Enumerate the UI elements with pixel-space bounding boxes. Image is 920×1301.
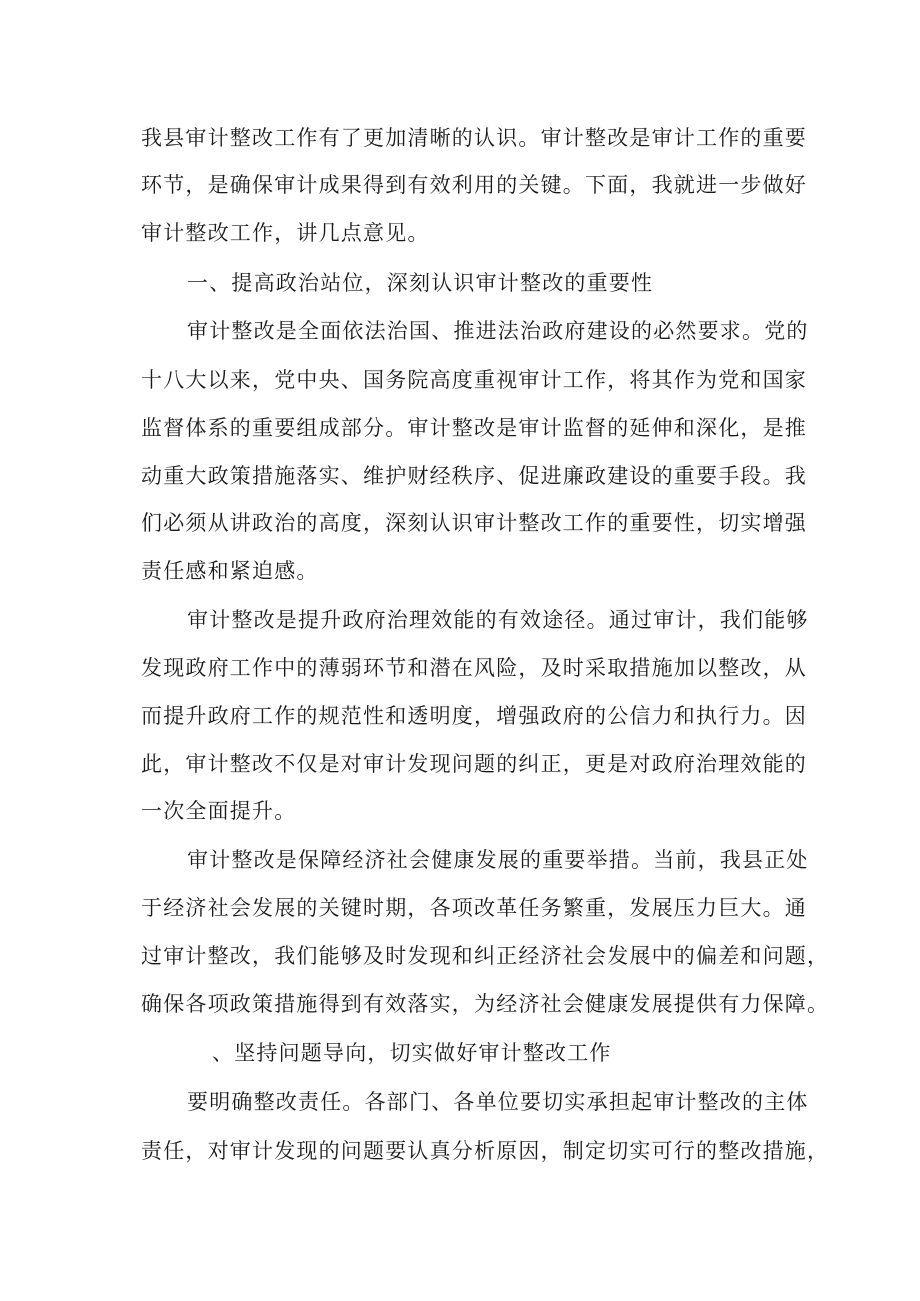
section-heading: 一、提高政治站位，深刻认识审计整改的重要性 (187, 271, 654, 295)
paragraph-line: 十八大以来，党中央、国务院高度重视审计工作，将其作为党和国家 (141, 368, 807, 392)
section-heading: 、坚持问题导向，切实做好审计整改工作 (212, 1041, 612, 1065)
paragraph-line: 确保各项政策措施得到有效落实，为经济社会健康发展提供有力保障。 (141, 992, 830, 1016)
paragraph-line: 审计整改工作，讲几点意见。 (141, 221, 430, 245)
paragraph-line: 审计整改是保障经济社会健康发展的重要举措。当前，我县正处 (187, 848, 809, 872)
paragraph-line: 责任感和紧迫感。 (141, 559, 319, 583)
paragraph-line: 责任，对审计发现的问题要认真分析原因，制定切实可行的整改措施， (141, 1139, 830, 1163)
paragraph-line: 们必须从讲政治的高度，深刻认识审计整改工作的重要性，切实增强 (141, 511, 807, 535)
paragraph-line: 动重大政策措施落实、维护财经秩序、促进廉政建设的重要手段。我 (141, 464, 807, 488)
paragraph-line: 我县审计整改工作有了更加清晰的认识。审计整改是审计工作的重要 (141, 126, 807, 150)
paragraph-line: 要明确整改责任。各部门、各单位要切实承担起审计整改的主体 (187, 1090, 809, 1114)
paragraph-line: 过审计整改，我们能够及时发现和纠正经济社会发展中的偏差和问题， (141, 944, 830, 968)
paragraph-line: 环节，是确保审计成果得到有效利用的关键。下面，我就进一步做好 (141, 173, 807, 197)
paragraph-line: 于经济社会发展的关键时期，各项改革任务繁重，发展压力巨大。通 (141, 896, 807, 920)
paragraph-line: 发现政府工作中的薄弱环节和潜在风险，及时采取措施加以整改，从 (141, 656, 807, 680)
paragraph-line: 一次全面提升。 (141, 799, 297, 823)
paragraph-line: 此，审计整改不仅是对审计发现问题的纠正，更是对政府治理效能的 (141, 752, 807, 776)
paragraph-line: 审计整改是提升政府治理效能的有效途径。通过审计，我们能够 (187, 608, 809, 632)
paragraph-line: 而提升政府工作的规范性和透明度，增强政府的公信力和执行力。因 (141, 704, 807, 728)
paragraph-line: 审计整改是全面依法治国、推进法治政府建设的必然要求。党的 (187, 319, 809, 343)
paragraph-line: 监督体系的重要组成部分。审计整改是审计监督的延伸和深化，是推 (141, 416, 807, 440)
